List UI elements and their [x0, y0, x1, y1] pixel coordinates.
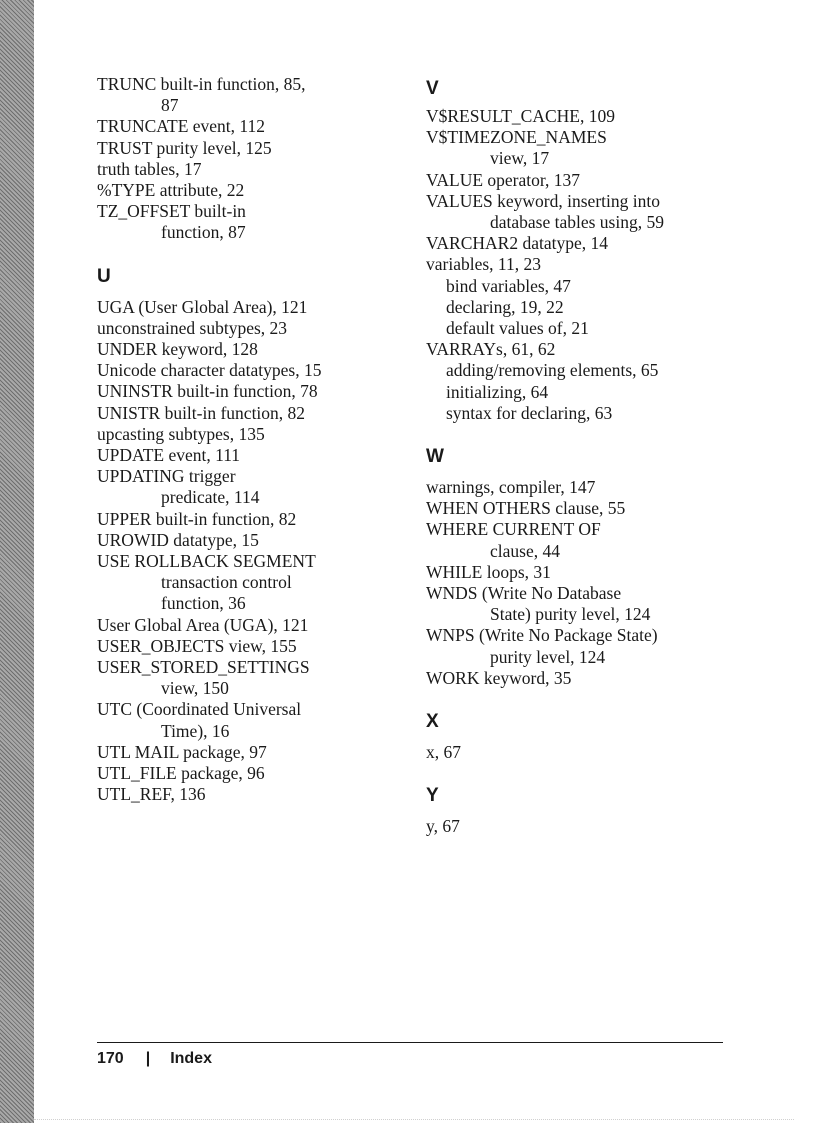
page-footer [97, 1048, 212, 1070]
index-entry: y, 67 [426, 816, 460, 837]
index-entry: USER_OBJECTS view, 155 [97, 635, 297, 656]
index-entry: truth tables, 17 [97, 158, 202, 179]
section-letter-y: Y [426, 785, 439, 807]
index-entry: WHILE loops, 31 [426, 561, 551, 582]
index-entry: UPPER built-in function, 82 [97, 508, 297, 529]
section-letter-w: W [426, 446, 444, 468]
section-letter-u: U [97, 265, 111, 287]
index-entry: WNDS (Write No Database State) purity level, 124 [426, 583, 651, 625]
index-column-left [97, 74, 397, 806]
section-letter-v: V [426, 78, 439, 99]
index-entry: warnings, compiler, 147 [426, 477, 596, 498]
index-subentry: declaring, 19, 22 [446, 296, 564, 317]
index-entry: TZ_OFFSET built-in function, 87 [97, 201, 246, 243]
index-entry: UGA (User Global Area), 121 [97, 296, 308, 317]
index-entry: UPDATING trigger predicate, 114 [97, 466, 260, 508]
index-entry: TRUNCATE event, 112 [97, 116, 266, 137]
section-name: Index [170, 1050, 212, 1067]
index-column-right [426, 74, 736, 837]
index-subentry: default values of, 21 [446, 318, 589, 339]
index-entry: upcasting subtypes, 135 [97, 423, 265, 444]
index-entry: UNINSTR built-in function, 78 [97, 381, 318, 402]
index-entry: WORK keyword, 35 [426, 667, 572, 688]
page-number: 170 [97, 1050, 124, 1067]
index-entry: TRUNC built-in function, 85, 87 [97, 74, 306, 116]
index-entry: VARCHAR2 datatype, 14 [426, 233, 608, 254]
index-entry: UPDATE event, 111 [97, 445, 241, 466]
index-entry: variables, 11, 23 [426, 254, 542, 275]
section-letter-x: X [426, 711, 439, 733]
index-entry: VALUE operator, 137 [426, 169, 581, 190]
index-entry: UNDER keyword, 128 [97, 339, 258, 360]
index-subentry: syntax for declaring, 63 [446, 402, 613, 423]
footer-rule [97, 1042, 723, 1043]
index-entry: TRUST purity level, 125 [97, 137, 272, 158]
index-entry: USER_STORED_SETTINGS view, 150 [97, 657, 310, 699]
index-entry: UTL MAIL package, 97 [97, 741, 267, 762]
index-entry: WHERE CURRENT OF clause, 44 [426, 519, 601, 561]
scan-edge [34, 1119, 794, 1120]
index-entry: %TYPE attribute, 22 [97, 180, 245, 201]
index-entry: V$RESULT_CACHE, 109 [426, 106, 615, 126]
index-entry: User Global Area (UGA), 121 [97, 614, 309, 635]
index-entry: x, 67 [426, 742, 461, 763]
index-entry: VARRAYs, 61, 62 [426, 339, 556, 360]
index-entry: USE ROLLBACK SEGMENT transaction control function, 36 [97, 551, 316, 614]
index-entry: UTL_FILE package, 96 [97, 763, 265, 784]
index-entry: UTL_REF, 136 [97, 784, 206, 805]
index-entry: UROWID datatype, 15 [97, 529, 259, 550]
index-subentry: bind variables, 47 [446, 275, 571, 296]
index-entry: unconstrained subtypes, 23 [97, 317, 288, 338]
index-entry: WHEN OTHERS clause, 55 [426, 498, 626, 519]
index-entry: WNPS (Write No Package State) purity level, 124 [426, 625, 658, 667]
index-entry: V$TIMEZONE_NAMES view, 17 [426, 127, 607, 169]
index-subentry: initializing, 64 [446, 381, 549, 402]
index-entry: VALUES keyword, inserting into database tables using, 59 [426, 190, 664, 233]
index-subentry: adding/removing elements, 65 [446, 360, 659, 381]
footer-separator: | [145, 1050, 151, 1067]
binding-gutter [0, 0, 34, 1123]
index-entry: UTC (Coordinated Universal Time), 16 [97, 699, 302, 741]
index-entry: UNISTR built-in function, 82 [97, 402, 306, 423]
index-entry: Unicode character datatypes, 15 [97, 360, 322, 381]
